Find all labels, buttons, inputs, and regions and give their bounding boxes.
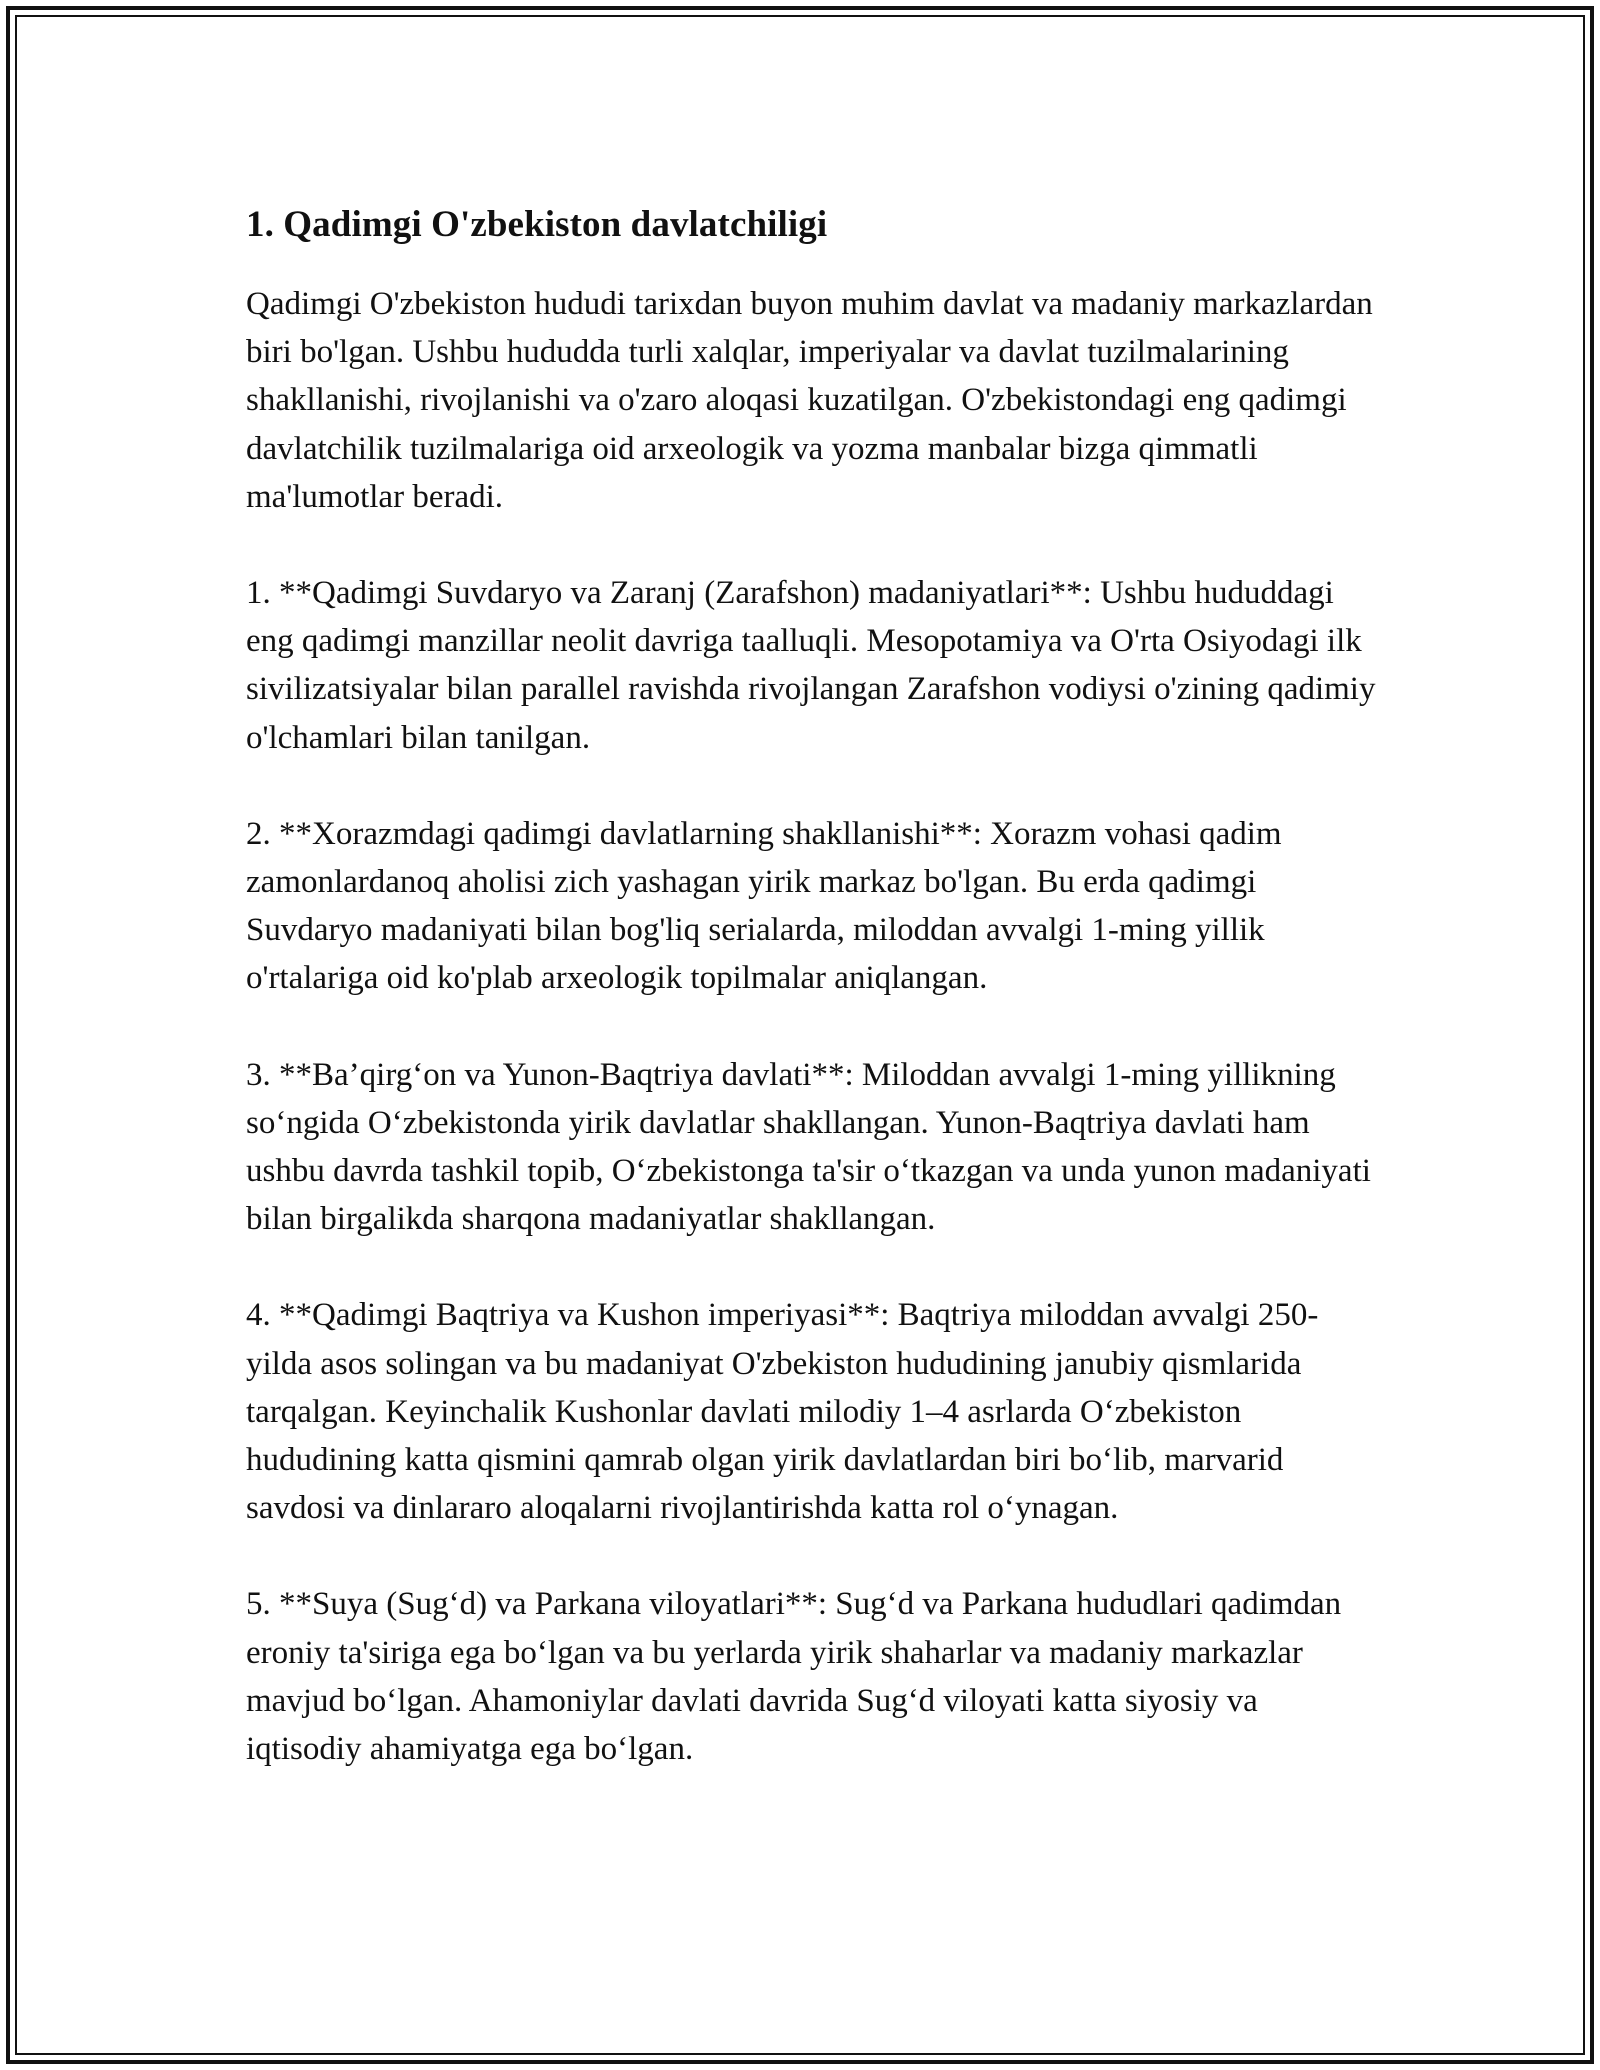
document-title: 1. Qadimgi O'zbekiston davlatchiligi	[246, 204, 828, 245]
list-item-paragraph: 4. **Qadimgi Baqtriya va Kushon imperiyasi**: Baqtriya miloddan avvalgi 250-yilda asos solingan va bu madaniyat O'zbekiston hududining janubiy qismlarida tarqalgan. Keyinchalik Kushonlar davlati milodiy 1–4 asrlarda O‘zbekiston hududining katta qismini qamrab olgan yirik davlatlardan biri bo‘lib, marvarid savdosi va dinlararo aloqalarni rivojlantirishda katta rol o‘ynagan.	[246, 1297, 1319, 1527]
page-border	[6, 6, 1594, 2064]
list-item-paragraph: 2. **Xorazmdagi qadimgi davlatlarning shakllanishi**: Xorazm vohasi qadim zamonlardanoq aholisi zich yashagan yirik markaz bo'lgan. Bu erda qadimgi Suvdaryo madaniyati bilan bog'liq serialarda, miloddan avvalgi 1-ming yillik o'rtalariga oid ko'plab arxeologik topilmalar aniqlangan.	[246, 815, 1282, 997]
list-item-paragraph: 3. **Ba’qirg‘on va Yunon-Baqtriya davlati**: Miloddan avvalgi 1-ming yillikning so‘ngida O‘zbekistonda yirik davlatlar shakllangan. Yunon-Baqtriya davlati ham ushbu davrda tashkil topib, O‘zbekistonga ta'sir o‘tkazgan va unda yunon madaniyati bilan birgalikda sharqona madaniyatlar shakllangan.	[246, 1056, 1371, 1238]
list-item-paragraph: 5. **Suya (Sug‘d) va Parkana viloyatlari**: Sug‘d va Parkana hududlari qadimdan eroniy ta'siriga ega bo‘lgan va bu yerlarda yirik shaharlar va madaniy markazlar mavjud bo‘lgan. Ahamoniylar davlati davrida Sug‘d viloyati katta siyosiy va iqtisodiy ahamiyatga ega bo‘lgan.	[246, 1586, 1342, 1768]
list-item-paragraph: 1. **Qadimgi Suvdaryo va Zaranj (Zarafshon) madaniyatlari**: Ushbu hududdagi eng qadimgi manzillar neolit davriga taalluqli. Mesopotamiya va O'rta Osiyodagi ilk sivilizatsiyalar bilan parallel ravishda rivojlangan Zarafshon vodiysi o'zining qadimiy o'lchamlari bilan tanilgan.	[246, 575, 1376, 756]
intro-paragraph: Qadimgi O'zbekiston hududi tarixdan buyon muhim davlat va madaniy markazlardan biri bo'lgan. Ushbu hududda turli xalqlar, imperiyalar va davlat tuzilmalarining shakllanishi, rivojlanishi va o'zaro aloqasi kuzatilgan. O'zbekistondagi eng qadimgi davlatchilik tuzilmalariga oid arxeologik va yozma manbalar bizga qimmatli ma'lumotlar beradi.	[246, 286, 1373, 515]
document-body	[246, 196, 1376, 1821]
